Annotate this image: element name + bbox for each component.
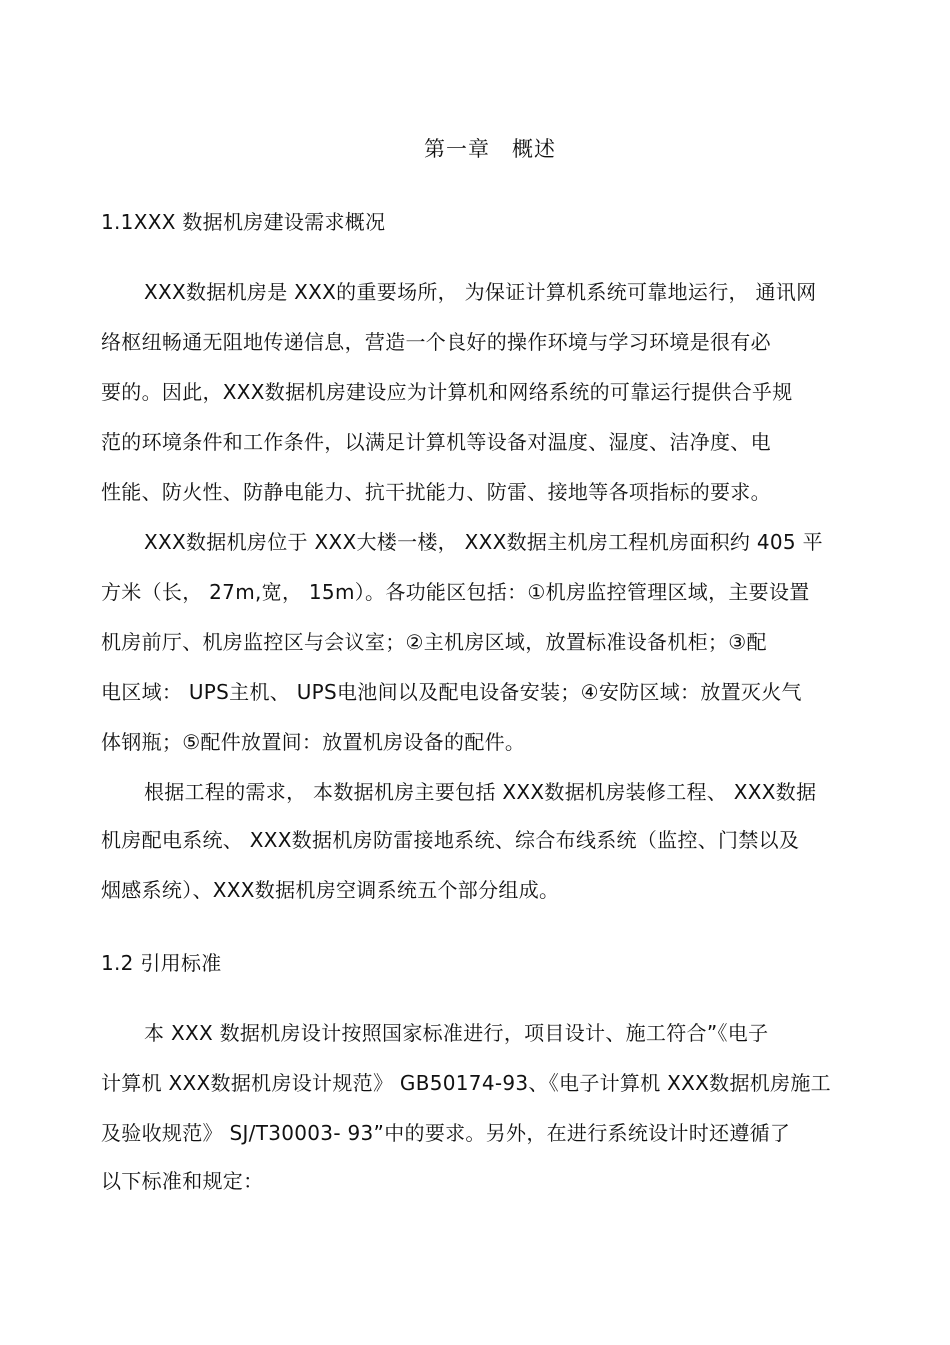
paragraph-line: 性能、防火性、防静电能力、抗干扰能力、防雷、接地等各项指标的要求。: [101, 480, 771, 504]
paragraph-line: 机房配电系统、 XXX数据机房防雷接地系统、综合布线系统（监控、门禁以及: [101, 828, 800, 852]
paragraph-line: XXX数据机房位于 XXX大楼一楼， XXX数据主机房工程机房面积约 405 平: [144, 530, 823, 554]
paragraph-line: 计算机 XXX数据机房设计规范》 GB50174-93、《电子计算机 XXX数据机房施工: [101, 1071, 831, 1095]
paragraph-line: 范的环境条件和工作条件，以满足计算机等设备对温度、湿度、洁净度、电: [101, 430, 771, 454]
paragraph-line: XXX数据机房是 XXX的重要场所， 为保证计算机系统可靠地运行， 通讯网: [144, 280, 817, 304]
paragraph-line: 要的。因此，XXX数据机房建设应为计算机和网络系统的可靠运行提供合乎规: [101, 380, 793, 404]
paragraph-line: 本 XXX 数据机房设计按照国家标准进行，项目设计、施工符合”《电子: [144, 1021, 769, 1045]
paragraph-line: 体钢瓶；⑤配件放置间：放置机房设备的配件。: [101, 730, 526, 754]
paragraph-line: 方米（长， 27m,宽， 15m）。各功能区包括：①机房监控管理区域，主要设置: [101, 580, 810, 604]
paragraph-line: 电区域： UPS主机、 UPS电池间以及配电设备安装；④安防区域：放置灭火气: [101, 680, 802, 704]
section-heading-1-2: 1.2 引用标准: [101, 951, 222, 975]
paragraph-line: 机房前厅、机房监控区与会议室；②主机房区域，放置标准设备机柜；③配: [101, 630, 767, 654]
paragraph-line: 根据工程的需求， 本数据机房主要包括 XXX数据机房装修工程、 XXX数据: [144, 780, 817, 804]
paragraph-line: 及验收规范》 SJ/T30003- 93”中的要求。另外，在进行系统设计时还遵循了: [101, 1121, 791, 1145]
chapter-title: 第一章 概述: [424, 137, 556, 161]
section-heading-1-1: 1.1XXX 数据机房建设需求概况: [101, 210, 386, 234]
paragraph-line: 络枢纽畅通无阻地传递信息，营造一个良好的操作环境与学习环境是很有必: [101, 330, 771, 354]
paragraph-line: 以下标准和规定：: [101, 1169, 264, 1193]
paragraph-line: 烟感系统）、XXX数据机房空调系统五个部分组成。: [101, 878, 560, 902]
